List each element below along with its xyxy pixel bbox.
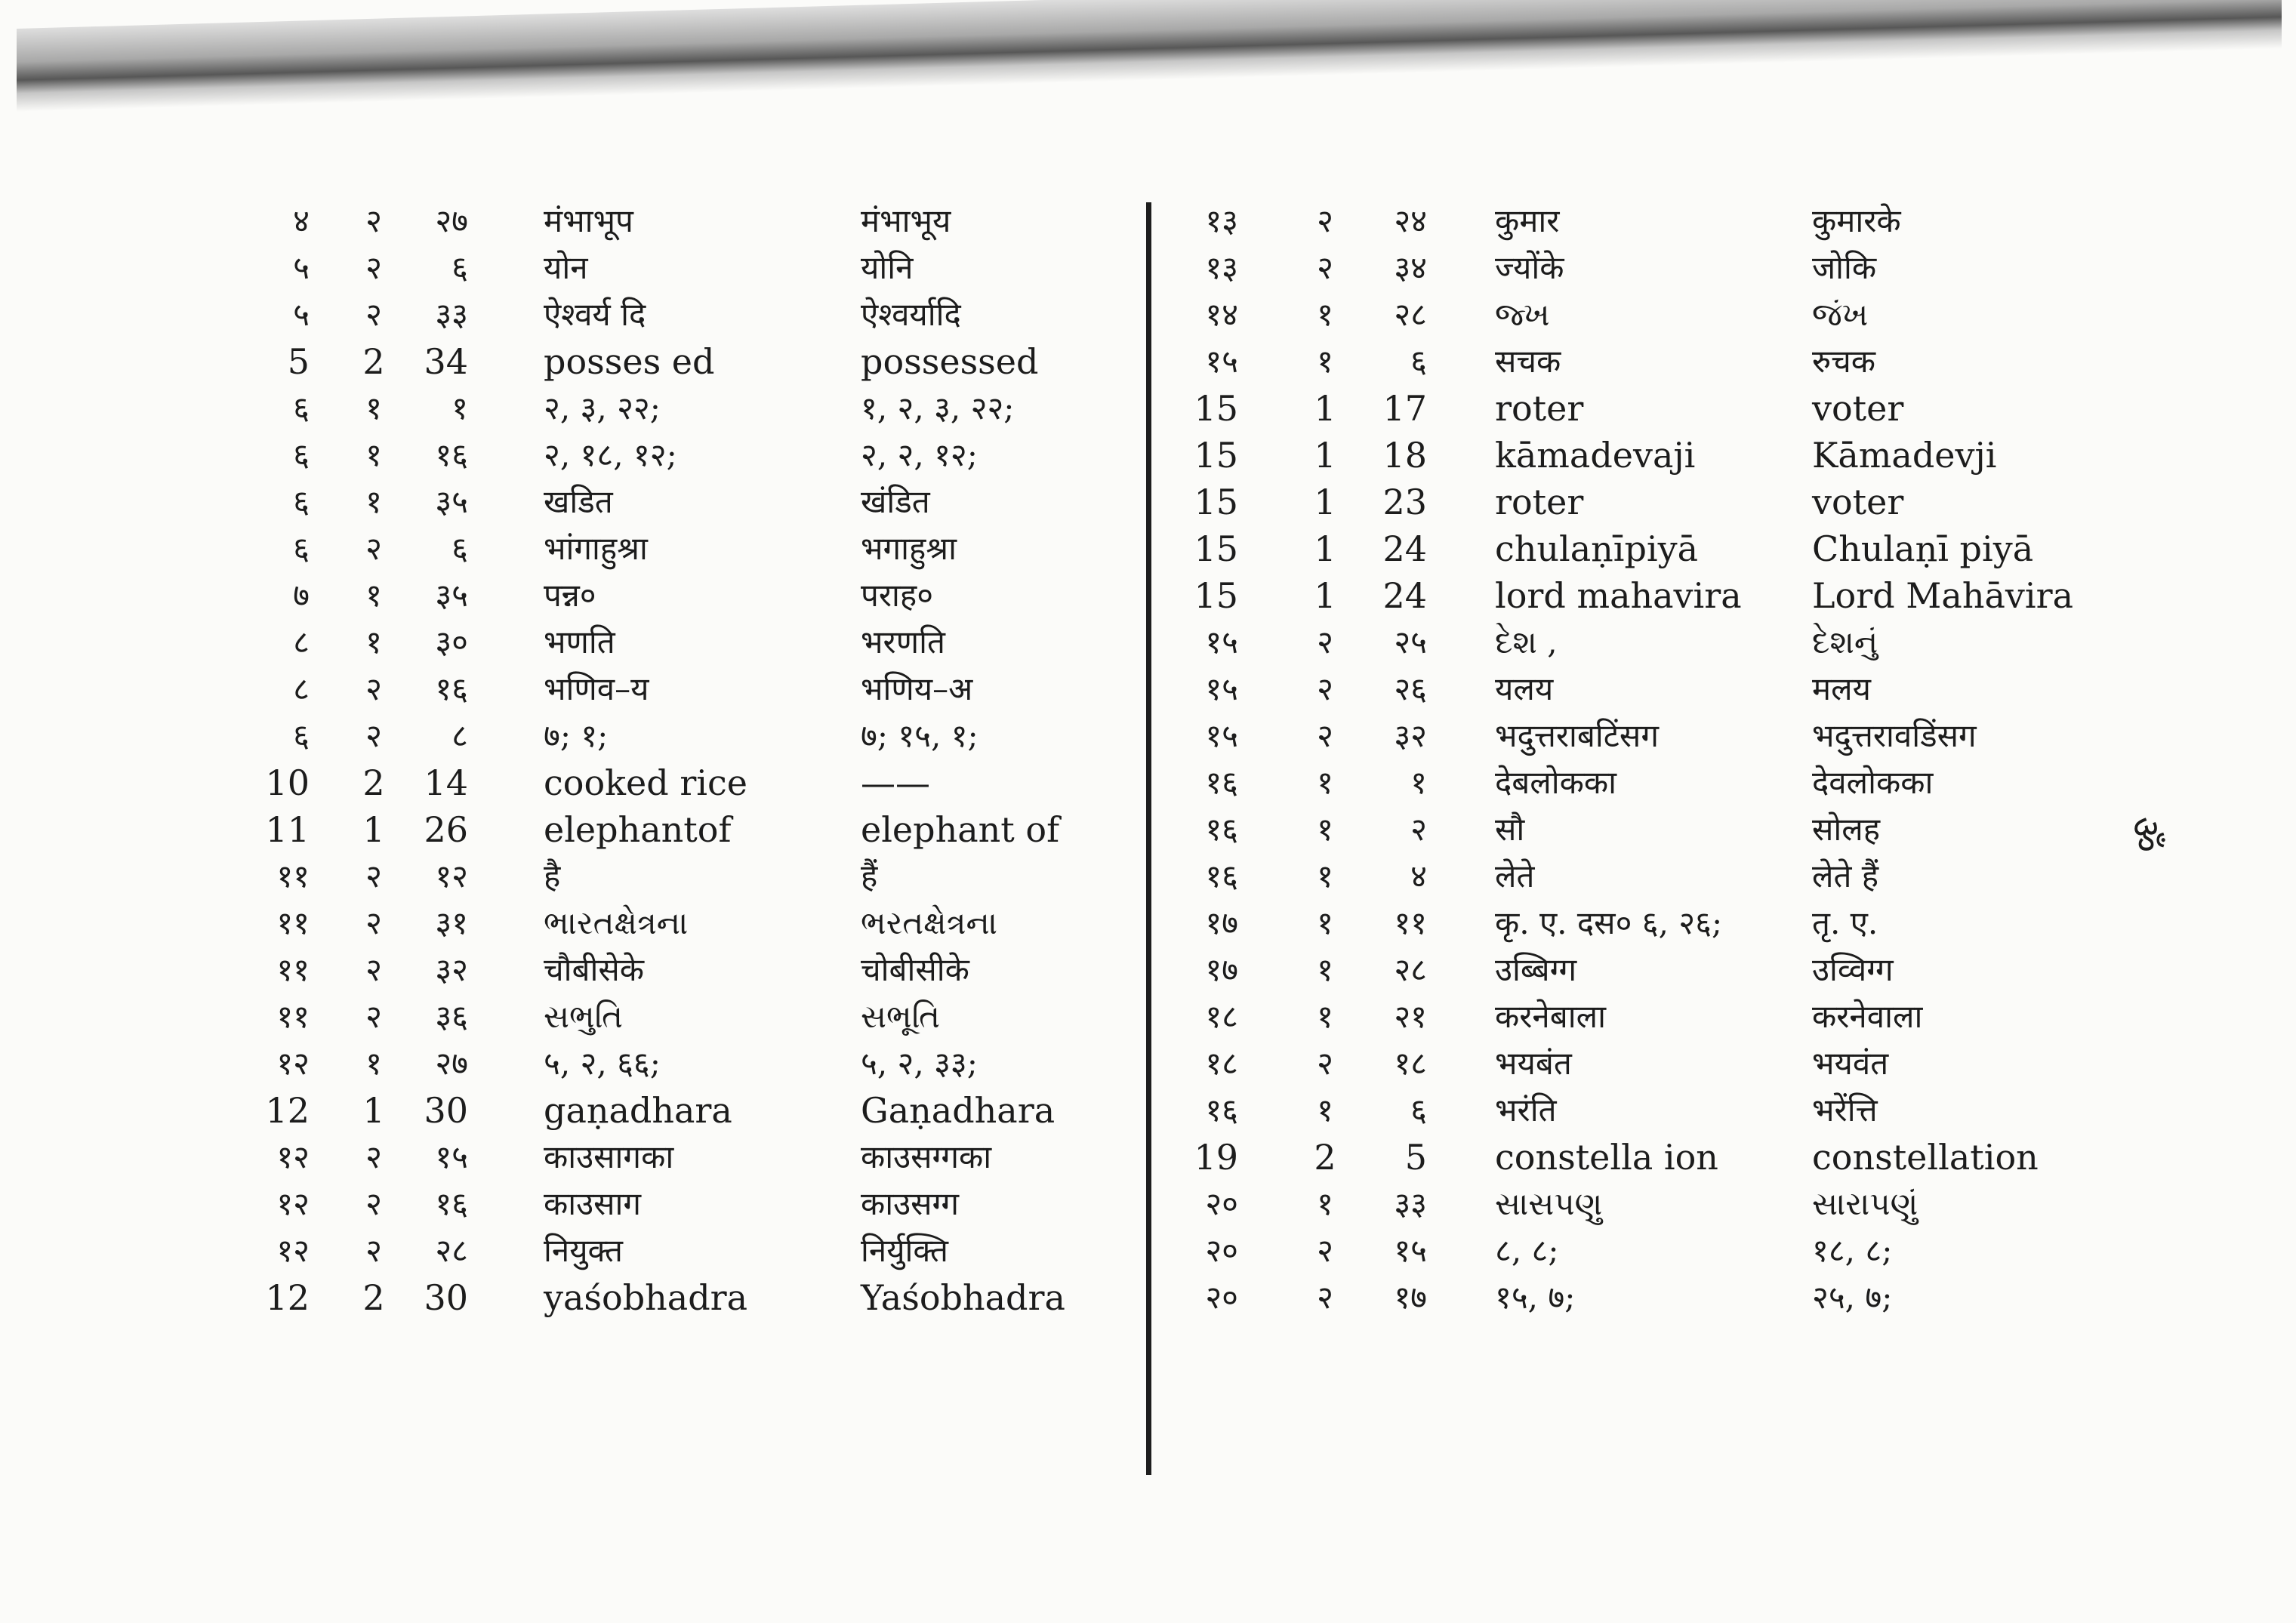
correct-text: मलय: [1812, 670, 1871, 707]
column-number: २: [365, 1138, 382, 1175]
line-number: ३६: [435, 998, 468, 1035]
line-number: ६: [451, 530, 468, 567]
page-number: १२: [276, 1045, 310, 1082]
line-number: १५: [435, 1138, 468, 1175]
correct-text: तृ. ए.: [1812, 904, 1878, 941]
line-number: ६: [451, 249, 468, 286]
column-number: २: [365, 1232, 382, 1269]
line-number: 24: [1382, 528, 1427, 569]
correct-text: भयवंत: [1812, 1045, 1889, 1082]
correct-text: દેશનું: [1812, 624, 1878, 661]
incorrect-text: पन्न०: [544, 577, 596, 614]
line-number: ८: [451, 717, 468, 754]
column-number: २: [1317, 717, 1333, 754]
correct-text: रुचक: [1812, 343, 1876, 380]
line-number: २५: [1394, 624, 1427, 661]
page-number: ८: [293, 624, 310, 661]
correct-text: ऐश्वर्यादि: [861, 296, 961, 333]
line-number: १२: [435, 858, 468, 895]
column-number: १: [1317, 296, 1333, 333]
page-number: १२: [276, 1138, 310, 1175]
line-number: २८: [1394, 951, 1427, 988]
correct-text: voter: [1812, 482, 1904, 522]
line-number: 24: [1382, 575, 1427, 616]
page-number: 12: [265, 1090, 310, 1131]
page-number: २०: [1205, 1232, 1238, 1269]
page-number: ४: [293, 202, 310, 239]
correct-text: સભૂતિ: [861, 998, 940, 1035]
page-edge-shadow: [17, 0, 2282, 112]
incorrect-text: मंभाभूप: [544, 202, 633, 239]
incorrect-text: १५, ७;: [1495, 1279, 1576, 1316]
line-number: ३५: [435, 577, 468, 614]
incorrect-text: भणिव–य: [544, 670, 649, 707]
page-number: 15: [1194, 575, 1238, 616]
page-number: ५: [293, 249, 310, 286]
incorrect-text: દેશ ,: [1495, 624, 1558, 661]
correct-text: ७; १५, १;: [861, 717, 978, 754]
correct-text: સારાપણું: [1812, 1185, 1918, 1222]
column-number: 2: [362, 1277, 385, 1318]
correct-text: भदुत्तरावडिंसग: [1812, 717, 1977, 754]
incorrect-text: roter: [1495, 388, 1584, 429]
correct-text: १, २, ३, २२;: [861, 390, 1015, 427]
page-number: १२: [276, 1185, 310, 1222]
line-number: १: [451, 390, 468, 427]
column-number: २: [1317, 202, 1333, 239]
page-number: २०: [1205, 1185, 1238, 1222]
incorrect-text: खडित: [544, 483, 613, 520]
page-number: १४: [1205, 296, 1238, 333]
margin-mark: ॐ: [2122, 816, 2168, 853]
line-number: २६: [1394, 670, 1427, 707]
correct-text: पराह०: [861, 577, 934, 614]
correct-text: Kāmadevji: [1812, 435, 1997, 476]
incorrect-text: सचक: [1495, 343, 1561, 380]
line-number: ६: [1410, 343, 1427, 380]
line-number: २१: [1394, 998, 1427, 1035]
line-number: ३२: [435, 951, 468, 988]
incorrect-text: २, ३, २२;: [544, 390, 661, 427]
page-number: १२: [276, 1232, 310, 1269]
column-number: २: [365, 998, 382, 1035]
line-number: 18: [1382, 435, 1427, 476]
correct-text: १८, ८;: [1812, 1232, 1893, 1269]
correct-text: भगाहुश्रा: [861, 530, 957, 567]
column-number: १: [365, 483, 382, 520]
page-number: 5: [287, 341, 310, 382]
page-number: ५: [293, 296, 310, 333]
correct-text: ભરતક્ષેત્રના: [861, 904, 998, 941]
page-number: ६: [293, 483, 310, 520]
column-number: २: [365, 249, 382, 286]
line-number: ४: [1410, 858, 1427, 895]
incorrect-text: काउसागका: [544, 1138, 674, 1175]
page-number: १६: [1205, 764, 1238, 801]
incorrect-text: काउसाग: [544, 1185, 642, 1222]
incorrect-text: સાસપણુ: [1495, 1185, 1603, 1222]
incorrect-text: roter: [1495, 482, 1584, 522]
line-number: ६: [1410, 1092, 1427, 1129]
incorrect-text: नियुक्त: [544, 1232, 624, 1269]
column-number: १: [1317, 951, 1333, 988]
incorrect-text: कृ. ए. दस० ६, २६;: [1495, 904, 1723, 941]
correct-text: योनि: [861, 249, 914, 286]
column-number: १: [1317, 343, 1333, 380]
correct-text: चोबीसीके: [861, 951, 969, 988]
column-number: 1: [1314, 528, 1336, 569]
line-number: 26: [424, 809, 468, 850]
correct-text: ——: [861, 762, 930, 803]
line-number: १६: [435, 436, 468, 473]
incorrect-text: elephantof: [544, 809, 732, 850]
correct-text: निर्युक्ति: [861, 1232, 948, 1269]
column-number: २: [365, 904, 382, 941]
incorrect-text: gaṇadhara: [544, 1090, 732, 1131]
column-number: २: [365, 951, 382, 988]
incorrect-text: योन: [544, 249, 588, 286]
column-number: १: [365, 1045, 382, 1082]
incorrect-text: सौ: [1495, 811, 1525, 848]
line-number: 17: [1382, 388, 1427, 429]
column-number: 1: [1314, 388, 1336, 429]
page-number: 15: [1194, 482, 1238, 522]
page-number: ११: [276, 998, 310, 1035]
page-number: 15: [1194, 435, 1238, 476]
column-number: 1: [362, 1090, 385, 1131]
correct-text: मंभाभूय: [861, 202, 951, 239]
correct-text: कुमारके: [1812, 202, 1901, 239]
correct-text: देवलोकका: [1812, 764, 1934, 801]
correct-text: काउसग्ग: [861, 1185, 959, 1222]
line-number: २७: [435, 1045, 468, 1082]
incorrect-text: उब्बिग्ग: [1495, 951, 1577, 988]
correct-text: उव्विग्ग: [1812, 951, 1894, 988]
column-number: १: [1317, 1185, 1333, 1222]
correct-text: જંખ: [1812, 296, 1869, 333]
line-number: १६: [435, 1185, 468, 1222]
column-number: २: [365, 858, 382, 895]
incorrect-text: भदुत्तराबटिंसग: [1495, 717, 1659, 754]
correct-text: elephant of: [861, 809, 1060, 850]
column-number: १: [1317, 904, 1333, 941]
incorrect-text: देबलोकका: [1495, 764, 1617, 801]
correct-text: करनेवाला: [1812, 998, 1923, 1035]
line-number: २८: [435, 1232, 468, 1269]
column-number: १: [1317, 764, 1333, 801]
incorrect-text: चौबीसेके: [544, 951, 645, 988]
column-number: २: [1317, 670, 1333, 707]
correct-text: Gaṇadhara: [861, 1090, 1056, 1131]
page-number: 15: [1194, 528, 1238, 569]
correct-text: ५, २, ३३;: [861, 1045, 978, 1082]
line-number: १६: [435, 670, 468, 707]
line-number: ३१: [435, 904, 468, 941]
incorrect-text: ५, २, ६६;: [544, 1045, 661, 1082]
column-number: 1: [362, 809, 385, 850]
correct-text: भरेंत्ति: [1812, 1092, 1878, 1129]
correct-text: खंडित: [861, 483, 930, 520]
line-number: 30: [424, 1090, 468, 1131]
correct-text: लेते हैं: [1812, 858, 1879, 895]
column-number: २: [365, 296, 382, 333]
incorrect-text: २, १८, १२;: [544, 436, 677, 473]
column-number: २: [1317, 1232, 1333, 1269]
page-number: १६: [1205, 811, 1238, 848]
column-number: २: [365, 530, 382, 567]
incorrect-text: भणति: [544, 624, 615, 661]
page-number: २०: [1205, 1279, 1238, 1316]
incorrect-text: करनेबाला: [1495, 998, 1606, 1035]
correct-text: possessed: [861, 341, 1039, 382]
incorrect-text: भयबंत: [1495, 1045, 1572, 1082]
incorrect-text: भांगाहुश्रा: [544, 530, 648, 567]
correct-text: जोकि: [1812, 249, 1877, 286]
column-number: २: [1317, 249, 1333, 286]
incorrect-text: posses ed: [544, 341, 715, 382]
column-number: १: [1317, 998, 1333, 1035]
page-number: १८: [1205, 1045, 1238, 1082]
incorrect-text: ८, ८;: [1495, 1232, 1559, 1269]
page-number: १८: [1205, 998, 1238, 1035]
line-number: २४: [1394, 202, 1427, 239]
column-number: २: [1317, 624, 1333, 661]
incorrect-text: लेते: [1495, 858, 1535, 895]
column-number: 1: [1314, 482, 1336, 522]
column-number: १: [1317, 1092, 1333, 1129]
page-number: 15: [1194, 388, 1238, 429]
line-number: 23: [1382, 482, 1427, 522]
correct-text: Lord Mahāvira: [1812, 575, 2073, 616]
page-number: ६: [293, 390, 310, 427]
incorrect-text: constella ion: [1495, 1137, 1718, 1178]
page-number: १७: [1205, 951, 1238, 988]
incorrect-text: cooked rice: [544, 762, 748, 803]
line-number: १: [1410, 764, 1427, 801]
column-number: २: [365, 1185, 382, 1222]
column-number: १: [365, 624, 382, 661]
page-number: १५: [1205, 670, 1238, 707]
page-number: 19: [1194, 1137, 1238, 1178]
correct-text: Yaśobhadra: [861, 1277, 1065, 1318]
incorrect-text: है: [544, 858, 561, 895]
page-number: ६: [293, 717, 310, 754]
incorrect-text: ભારતક્ષેત્રના: [544, 904, 689, 941]
line-number: ३०: [435, 624, 468, 661]
line-number: ३२: [1394, 717, 1427, 754]
page-number: १३: [1205, 249, 1238, 286]
page-number: ६: [293, 530, 310, 567]
correct-text: भरणति: [861, 624, 945, 661]
line-number: १७: [1394, 1279, 1427, 1316]
incorrect-text: ७; १;: [544, 717, 609, 754]
page-number: १५: [1205, 624, 1238, 661]
line-number: २८: [1394, 296, 1427, 333]
column-divider: [1146, 202, 1151, 1475]
line-number: 34: [424, 341, 468, 382]
correct-text: constellation: [1812, 1137, 2039, 1178]
line-number: १८: [1394, 1045, 1427, 1082]
line-number: ३३: [1394, 1185, 1427, 1222]
page-number: 12: [265, 1277, 310, 1318]
line-number: ३४: [1394, 249, 1427, 286]
correct-text: काउसग्गका: [861, 1138, 992, 1175]
page-number: ८: [293, 670, 310, 707]
incorrect-text: ज्योंके: [1495, 249, 1564, 286]
column-number: 2: [362, 341, 385, 382]
line-number: १५: [1394, 1232, 1427, 1269]
correct-text: हैं: [861, 858, 878, 895]
incorrect-text: कुमार: [1495, 202, 1560, 239]
correct-text: २, २, १२;: [861, 436, 978, 473]
column-number: 1: [1314, 435, 1336, 476]
incorrect-text: यलय: [1495, 670, 1554, 707]
line-number: 14: [424, 762, 468, 803]
incorrect-text: yaśobhadra: [544, 1277, 748, 1318]
column-number: १: [1317, 811, 1333, 848]
page-number: 11: [265, 809, 310, 850]
page-number: १७: [1205, 904, 1238, 941]
column-number: २: [365, 202, 382, 239]
page-number: १६: [1205, 858, 1238, 895]
incorrect-text: જ્ખ: [1495, 296, 1550, 333]
line-number: ३३: [435, 296, 468, 333]
page-number: ११: [276, 951, 310, 988]
column-number: १: [365, 390, 382, 427]
page-number: ११: [276, 904, 310, 941]
line-number: 30: [424, 1277, 468, 1318]
incorrect-text: भरंति: [1495, 1092, 1557, 1129]
line-number: २७: [435, 202, 468, 239]
line-number: ३५: [435, 483, 468, 520]
page-number: ६: [293, 436, 310, 473]
column-number: २: [1317, 1045, 1333, 1082]
incorrect-text: kāmadevaji: [1495, 435, 1696, 476]
correct-text: भणिय–अ: [861, 670, 973, 707]
column-number: २: [1317, 1279, 1333, 1316]
page-number: ७: [293, 577, 310, 614]
correct-text: सोलह: [1812, 811, 1881, 848]
incorrect-text: ऐश्वर्य दि: [544, 296, 646, 333]
column-number: १: [365, 436, 382, 473]
incorrect-text: સભુતિ: [544, 998, 623, 1035]
page-number: १५: [1205, 717, 1238, 754]
column-number: १: [365, 577, 382, 614]
page-number: १६: [1205, 1092, 1238, 1129]
line-number: ११: [1394, 904, 1427, 941]
line-number: 5: [1404, 1137, 1427, 1178]
page-number: १३: [1205, 202, 1238, 239]
page-number: ११: [276, 858, 310, 895]
column-number: २: [365, 670, 382, 707]
column-number: 2: [1314, 1137, 1336, 1178]
incorrect-text: chulaṇīpiyā: [1495, 528, 1699, 569]
line-number: २: [1410, 811, 1427, 848]
page-number: १५: [1205, 343, 1238, 380]
column-number: २: [365, 717, 382, 754]
correct-text: २५, ७;: [1812, 1279, 1893, 1316]
column-number: 1: [1314, 575, 1336, 616]
column-number: १: [1317, 858, 1333, 895]
column-number: 2: [362, 762, 385, 803]
page-number: 10: [265, 762, 310, 803]
correct-text: voter: [1812, 388, 1904, 429]
incorrect-text: lord mahavira: [1495, 575, 1742, 616]
correct-text: Chulaṇī piyā: [1812, 528, 2034, 569]
